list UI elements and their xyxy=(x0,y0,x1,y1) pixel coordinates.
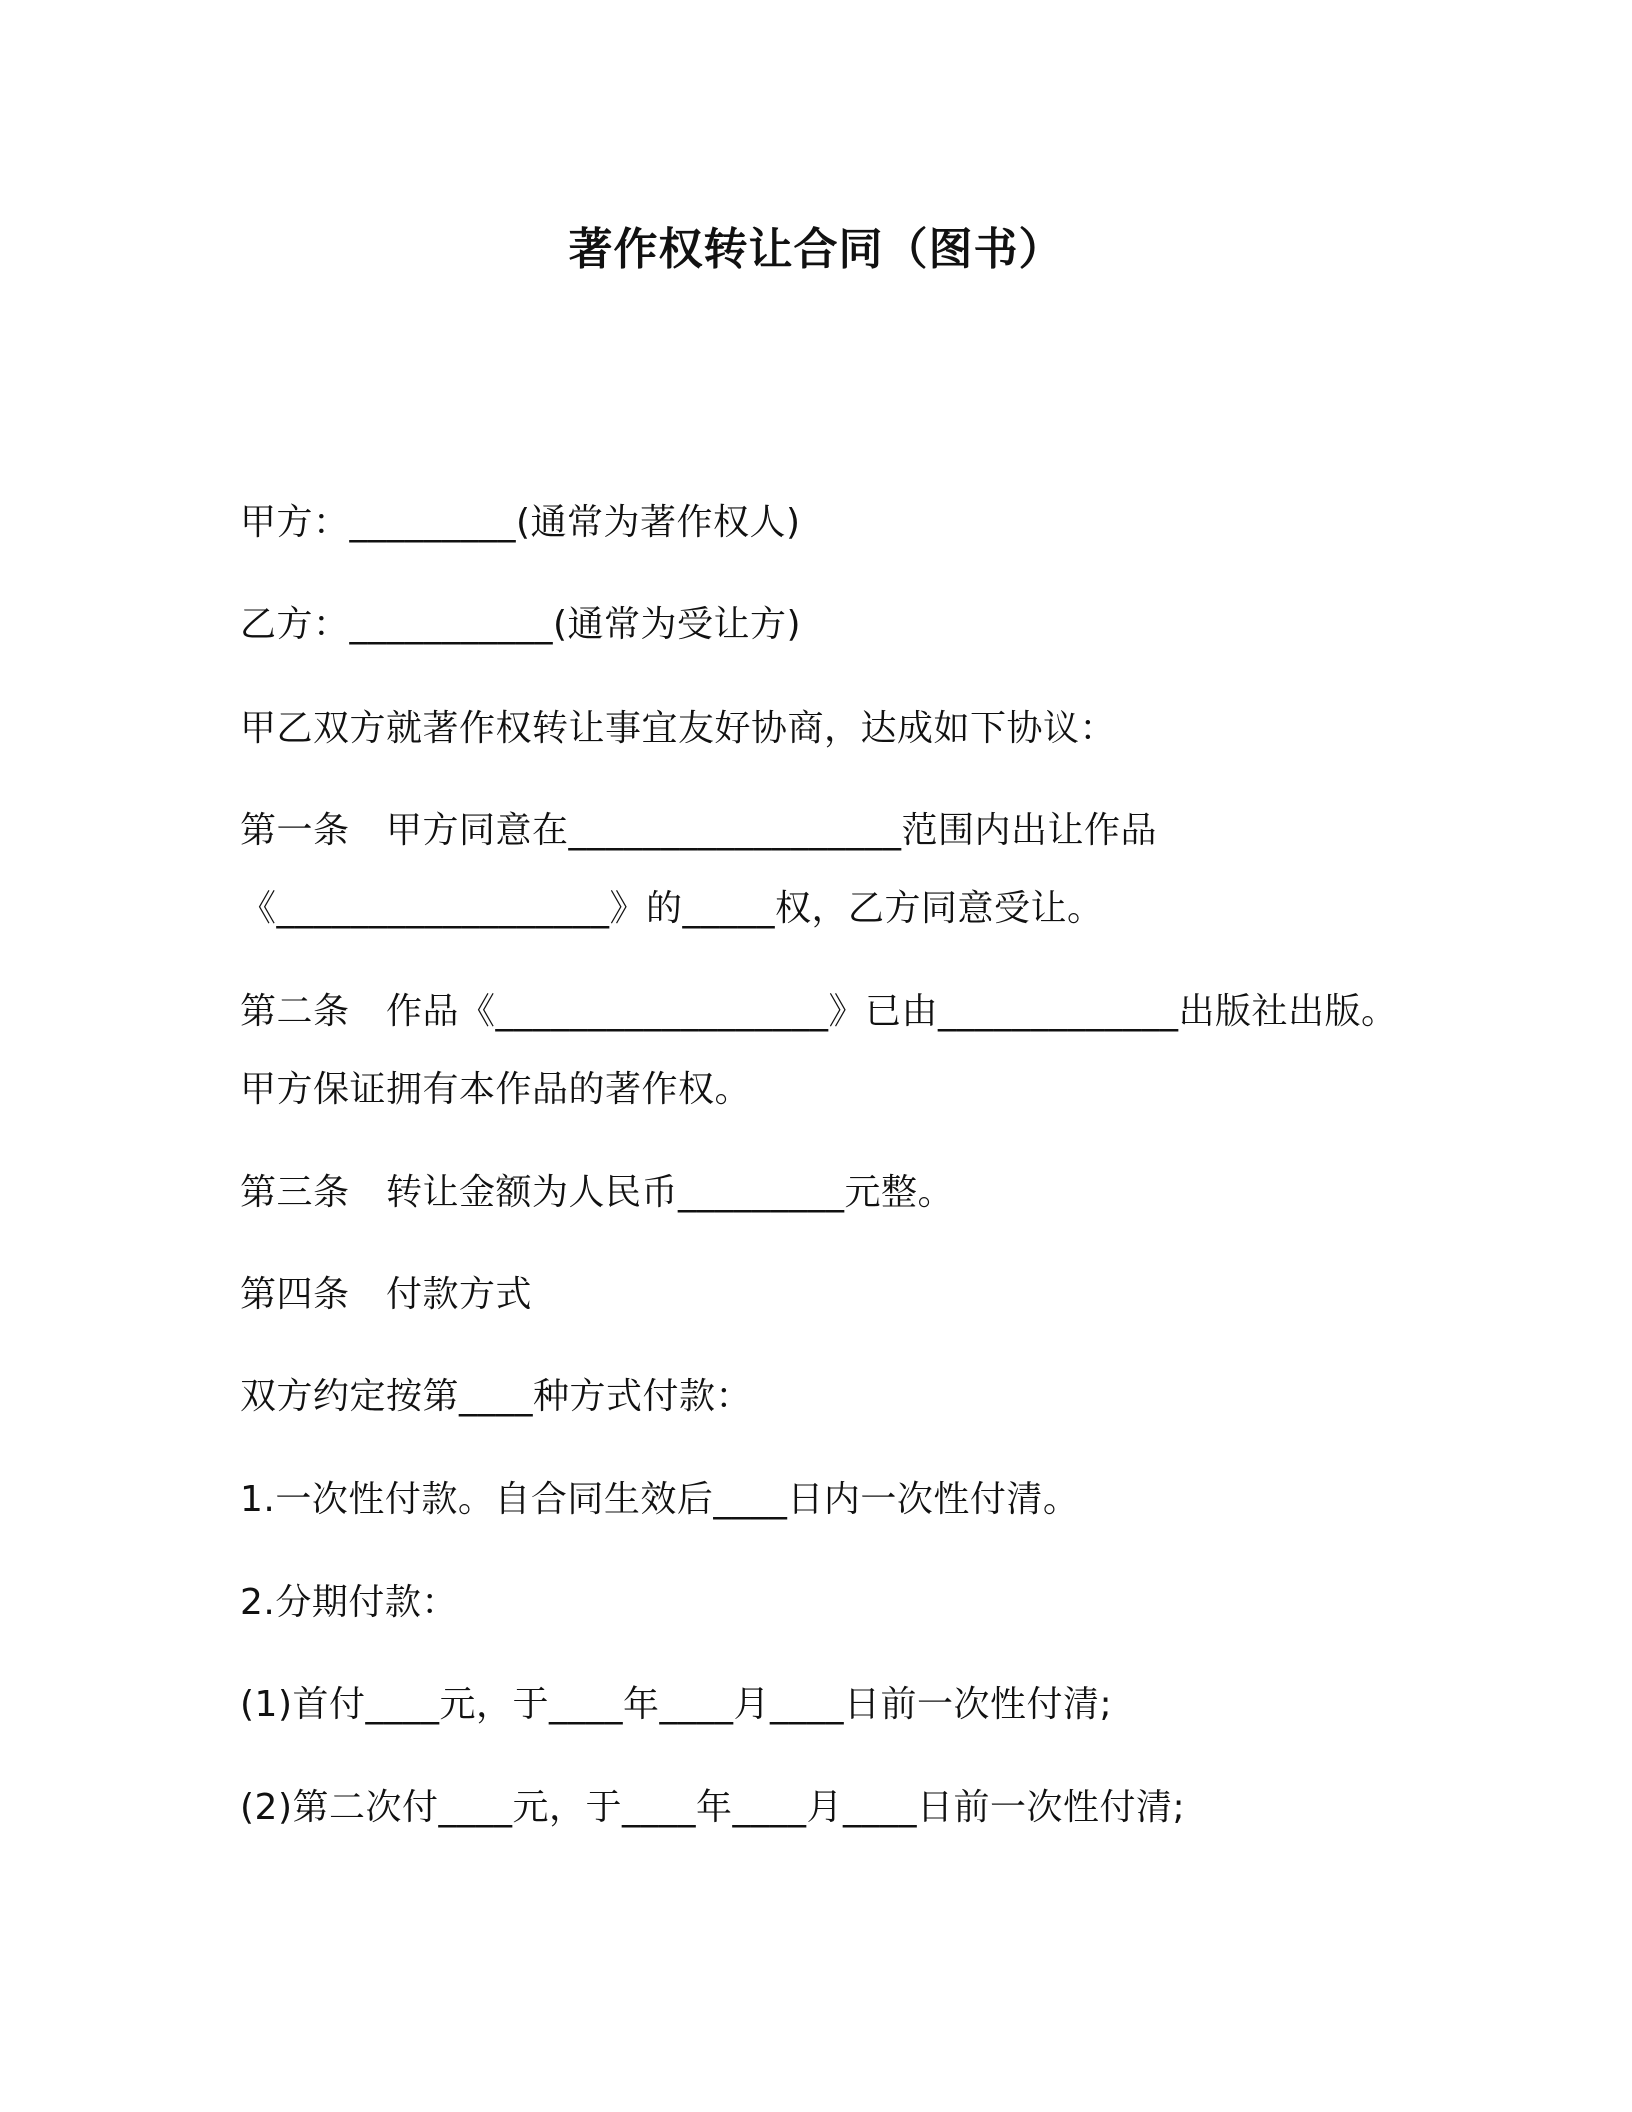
agreement-intro: 甲乙双方就著作权转让事宜友好协商，达成如下协议： xyxy=(240,708,1117,749)
article-2-line-1: 第二条 作品《__________________》已由_____________出版社出版。 xyxy=(240,991,1398,1032)
installment-1: (1)首付____元，于____年____月____日前一次性付清; xyxy=(240,1684,1113,1725)
article-1-line-2: 《__________________》的_____权，乙方同意受让。 xyxy=(240,888,1104,929)
article-3: 第三条 转让金额为人民币_________元整。 xyxy=(240,1172,955,1213)
party-b-line: 乙方：___________(通常为受让方) xyxy=(240,604,802,645)
article-2-line-2: 甲方保证拥有本作品的著作权。 xyxy=(240,1069,752,1110)
article-4-heading: 第四条 付款方式 xyxy=(240,1274,533,1315)
payment-option-2: 2.分期付款： xyxy=(240,1582,458,1623)
payment-option-1: 1.一次性付款。自合同生效后____日内一次性付清。 xyxy=(240,1479,1080,1520)
document-title: 著作权转让合同（图书） xyxy=(568,224,1064,275)
payment-method-line: 双方约定按第____种方式付款： xyxy=(240,1376,753,1417)
party-a-line: 甲方：_________(通常为著作权人) xyxy=(240,502,801,543)
article-1-line-1: 第一条 甲方同意在__________________范围内出让作品 xyxy=(240,810,1158,851)
installment-2: (2)第二次付____元，于____年____月____日前一次性付清; xyxy=(240,1787,1186,1828)
